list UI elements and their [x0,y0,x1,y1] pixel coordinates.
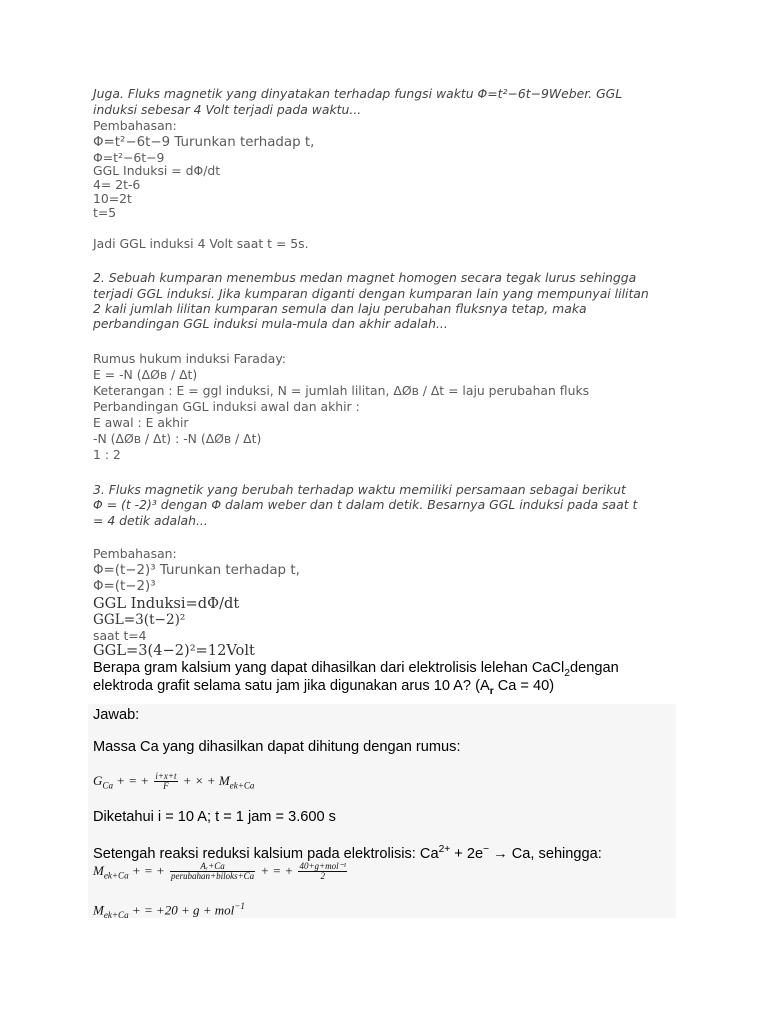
problem-1-question-line-1: Juga. Fluks magnetik yang dinyatakan terhadap fungsi waktu Φ=t²−6t−9Weber. GGL [93,86,623,101]
answer-massa-text: Massa Ca yang dihasilkan dapat dihitung dengan rumus: [93,739,461,755]
problem-2-question-line-3: 2 kali jumlah lilitan kumparan semula dan laju perubahan fluksnya tetap, maka [93,301,587,316]
problem-2-question-line-2: terjadi GGL induksi. Jika kumparan diganti dengan kumparan lain yang mempunyai lilitan [93,286,649,301]
problem-3-step-6: GGL=3(4−2)²=12Volt [93,642,255,659]
answer-setengah-reaksi: Setengah reaksi reduksi kalsium pada elektrolisis: $Ca^{2+} + 2e^- \to Ca$, sehingga: [93,844,602,862]
problem-2-perbandingan-label: Perbandingan GGL induksi awal dan akhir : [93,399,360,414]
problem-3-question-line-1: 3. Fluks magnetik yang berubah terhadap waktu memiliki persamaan sebagai berikut [93,482,626,497]
problem-1-step-6: t=5 [93,205,117,220]
problem-3-step-1: Φ=(t−2)³ Turunkan terhadap t, [93,563,300,578]
problem-2-question-line-1: 2. Sebuah kumparan menembus medan magnet homogen secara tegak lurus sehingga [93,270,637,285]
problem-1-question-line-2: induksi sebesar 4 Volt terjadi pada waktu... [93,102,362,117]
problem-4-question-line-1: Berapa gram kalsium yang dapat dihasilkan dari elektrolisis lelehan CaCl$_2$dengan [93,660,619,679]
problem-3-question-line-2: Φ = (t -2)³ dengan Φ dalam weber dan t dalam detik. Besarnya GGL induksi pada saat t [93,497,638,512]
problem-2-ratio-label: E awal : E akhir [93,415,189,430]
problem-2-ratio-formula: -N (ΔØʙ / Δt) : -N (ΔØʙ / Δt) [93,431,262,446]
problem-1-step-3: GGL Induksi = dΦ/dt [93,163,221,178]
formula-mass-fraction: $\frac{i+x+t}{F}$ [155,771,177,792]
problem-1-step-1: Φ=t²−6t−9 Turunkan terhadap t, [93,135,315,150]
formula-equivalent-fraction-2: $\frac{\text{40+g+mol⁻¹}}{2}$ [299,861,347,882]
problem-3-step-3: GGL Induksi=dΦ/dt [93,595,240,612]
formula-equivalent-result: $M_{ek+Ca}$ + = +20 + g + mol$^{-1}$ [93,901,245,920]
problem-3-step-2: Φ=(t−2)³ [93,579,156,594]
problem-2-formula: E = -N (ΔØʙ / Δt) [93,367,198,382]
problem-1-step-4: 4= 2t-6 [93,177,141,192]
problem-2-question-line-4: perbandingan GGL induksi mula-mula dan akhir adalah... [93,316,448,331]
problem-2-ratio-result: 1 : 2 [93,447,121,462]
formula-mass: $G_{Ca}$ + = + $\frac{i+x+t}{F}$ + × + $M_{ek+Ca}$ [93,771,255,792]
problem-2-keterangan: Keterangan : E = ggl induksi, N = jumlah lilitan, ΔØʙ / Δt = laju perubahan fluks [93,383,590,398]
problem-3-pembahasan-label: Pembahasan: [93,546,177,561]
formula-equivalent-mass: $M_{ek+Ca}$ + = + $\frac{\text{Aᵣ+Ca}}{\text{perubahan+biloks+Ca}}$ + = + $\frac{\text{40+g+mol⁻¹}}{2}$ [93,861,347,882]
problem-1-pembahasan-label: Pembahasan: [93,118,177,133]
answer-diketahui: Diketahui i = 10 A; t = 1 jam = 3.600 s [93,809,336,825]
problem-1-conclusion: Jadi GGL induksi 4 Volt saat t = 5s. [93,236,309,251]
problem-3-step-5: saat t=4 [93,628,147,643]
problem-1-step-2: Φ=t²−6t−9 [93,150,165,165]
answer-jawab-label: Jawab: [93,707,140,723]
problem-3-question-line-3: = 4 detik adalah... [93,513,208,528]
formula-equivalent-fraction-1: $\frac{\text{Aᵣ+Ca}}{\text{perubahan+biloks+Ca}}$ [171,861,255,882]
problem-2-faraday-label: Rumus hukum induksi Faraday: [93,351,286,366]
problem-3-step-4: GGL=3(t−2)² [93,612,186,628]
problem-1-step-5: 10=2t [93,191,132,206]
problem-4-question-line-2: elektroda grafit selama satu jam jika digunakan arus 10 A? ($A_r$ Ca = 40) [93,678,555,697]
